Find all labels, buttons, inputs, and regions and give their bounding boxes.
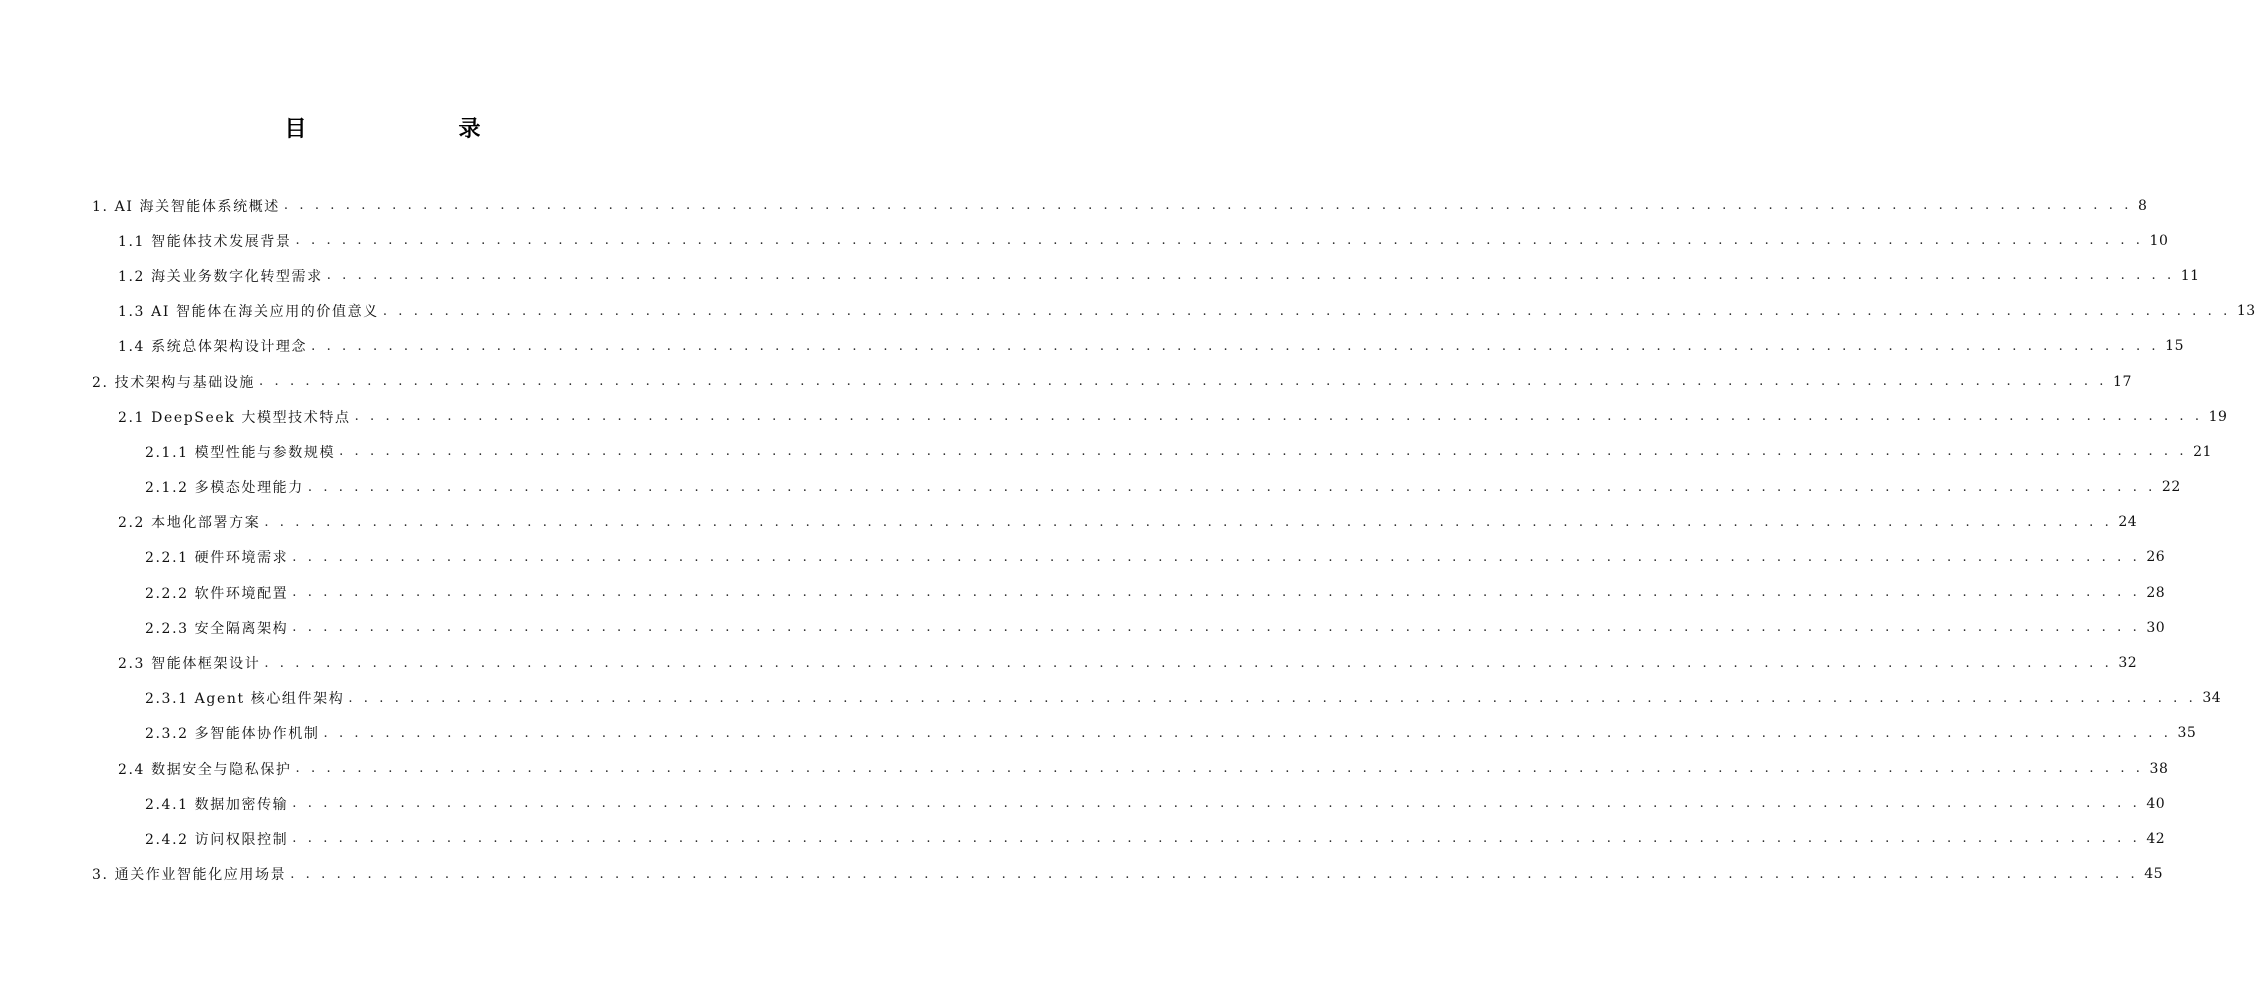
toc-entry-label: 2.2.2 软件环境配置 — [145, 585, 289, 602]
toc-entry-label: 1.4 系统总体架构设计理念 — [118, 339, 308, 356]
toc-entry-page-number: 38 — [2149, 760, 2169, 777]
toc-entry-page-number: 35 — [2177, 725, 2197, 742]
dot-leader: . . . . . . . . . . . . . . . . . . . . . . . . . . . . . . . . . . . . . . . . . . . . . . . . . . . . . . . . . . . . . . . . . . . . . . . . . . . . . . . . . . . . . . . . . . . . . . . . . . . . . . . . . . . . . . . . . . . . . . . . — [354, 409, 2203, 425]
toc-entry[interactable] — [0, 470, 2181, 505]
toc-entry-page-number: 28 — [2146, 584, 2166, 601]
dot-leader: . . . . . . . . . . . . . . . . . . . . . . . . . . . . . . . . . . . . . . . . . . . . . . . . . . . . . . . . . . . . . . . . . . . . . . . . . . . . . . . . . . . . . . . . . . . . . . . . . . . . . . . . . . . . . . . . . . . . . . . . — [290, 866, 2139, 882]
toc-entry-page-number: 34 — [2202, 690, 2222, 707]
toc-entry-label: 2.3.2 多智能体协作机制 — [145, 726, 320, 743]
table-of-contents — [0, 188, 2256, 892]
toc-entry-label: 1.2 海关业务数字化转型需求 — [118, 268, 323, 285]
dot-leader: . . . . . . . . . . . . . . . . . . . . . . . . . . . . . . . . . . . . . . . . . . . . . . . . . . . . . . . . . . . . . . . . . . . . . . . . . . . . . . . . . . . . . . . . . . . . . . . . . . . . . . . . . . . . . . . . . . . . . . . . — [264, 514, 2113, 530]
dot-leader: . . . . . . . . . . . . . . . . . . . . . . . . . . . . . . . . . . . . . . . . . . . . . . . . . . . . . . . . . . . . . . . . . . . . . . . . . . . . . . . . . . . . . . . . . . . . . . . . . . . . . . . . . . . . . . . . . . . . . . . . — [339, 444, 2188, 460]
toc-entry-page-number: 22 — [2161, 479, 2181, 496]
toc-entry[interactable] — [0, 857, 2164, 892]
toc-entry-label: 2.1.1 模型性能与参数规模 — [145, 444, 336, 461]
toc-entry-page-number: 45 — [2144, 866, 2164, 883]
toc-entry[interactable] — [0, 329, 2184, 364]
dot-leader: . . . . . . . . . . . . . . . . . . . . . . . . . . . . . . . . . . . . . . . . . . . . . . . . . . . . . . . . . . . . . . . . . . . . . . . . . . . . . . . . . . . . . . . . . . . . . . . . . . . . . . . . . . . . . . . . . . . . . . . . — [292, 831, 2141, 847]
dot-leader: . . . . . . . . . . . . . . . . . . . . . . . . . . . . . . . . . . . . . . . . . . . . . . . . . . . . . . . . . . . . . . . . . . . . . . . . . . . . . . . . . . . . . . . . . . . . . . . . . . . . . . . . . . . . . . . . . . . . . . . . — [382, 303, 2231, 319]
dot-leader: . . . . . . . . . . . . . . . . . . . . . . . . . . . . . . . . . . . . . . . . . . . . . . . . . . . . . . . . . . . . . . . . . . . . . . . . . . . . . . . . . . . . . . . . . . . . . . . . . . . . . . . . . . . . . . . . . . . . . . . . — [307, 479, 2156, 495]
dot-leader: . . . . . . . . . . . . . . . . . . . . . . . . . . . . . . . . . . . . . . . . . . . . . . . . . . . . . . . . . . . . . . . . . . . . . . . . . . . . . . . . . . . . . . . . . . . . . . . . . . . . . . . . . . . . . . . . . . . . . . . . — [292, 796, 2141, 812]
toc-entry[interactable] — [0, 716, 2197, 751]
toc-title: 目 录 — [284, 117, 517, 142]
toc-entry-label: 2. 技术架构与基础设施 — [92, 374, 256, 391]
toc-entry-label: 2.2.1 硬件环境需求 — [145, 550, 289, 567]
dot-leader: . . . . . . . . . . . . . . . . . . . . . . . . . . . . . . . . . . . . . . . . . . . . . . . . . . . . . . . . . . . . . . . . . . . . . . . . . . . . . . . . . . . . . . . . . . . . . . . . . . . . . . . . . . . . . . . . . . . . . . . . — [295, 761, 2144, 777]
toc-entry[interactable] — [0, 575, 2166, 610]
toc-entry-label: 3. 通关作业智能化应用场景 — [92, 867, 287, 884]
toc-entry-page-number: 40 — [2146, 795, 2166, 812]
toc-entry-page-number: 10 — [2149, 232, 2169, 249]
dot-leader: . . . . . . . . . . . . . . . . . . . . . . . . . . . . . . . . . . . . . . . . . . . . . . . . . . . . . . . . . . . . . . . . . . . . . . . . . . . . . . . . . . . . . . . . . . . . . . . . . . . . . . . . . . . . . . . . . . . . . . . . — [311, 338, 2160, 354]
dot-leader: . . . . . . . . . . . . . . . . . . . . . . . . . . . . . . . . . . . . . . . . . . . . . . . . . . . . . . . . . . . . . . . . . . . . . . . . . . . . . . . . . . . . . . . . . . . . . . . . . . . . . . . . . . . . . . . . . . . . . . . . — [292, 585, 2141, 601]
toc-entry-label: 2.1.2 多模态处理能力 — [145, 480, 304, 497]
toc-entry-label: 1.1 智能体技术发展背景 — [118, 233, 292, 250]
dot-leader: . . . . . . . . . . . . . . . . . . . . . . . . . . . . . . . . . . . . . . . . . . . . . . . . . . . . . . . . . . . . . . . . . . . . . . . . . . . . . . . . . . . . . . . . . . . . . . . . . . . . . . . . . . . . . . . . . . . . . . . . — [326, 268, 2175, 284]
dot-leader: . . . . . . . . . . . . . . . . . . . . . . . . . . . . . . . . . . . . . . . . . . . . . . . . . . . . . . . . . . . . . . . . . . . . . . . . . . . . . . . . . . . . . . . . . . . . . . . . . . . . . . . . . . . . . . . . . . . . . . . . — [348, 690, 2197, 706]
toc-entry[interactable] — [0, 505, 2138, 540]
toc-entry-label: 2.3 智能体框架设计 — [118, 656, 261, 673]
toc-entry-label: 2.1 DeepSeek 大模型技术特点 — [118, 409, 351, 426]
toc-entry-page-number: 21 — [2193, 443, 2212, 460]
toc-entry[interactable] — [0, 258, 2200, 293]
toc-entry[interactable] — [0, 294, 2256, 329]
dot-leader: . . . . . . . . . . . . . . . . . . . . . . . . . . . . . . . . . . . . . . . . . . . . . . . . . . . . . . . . . . . . . . . . . . . . . . . . . . . . . . . . . . . . . . . . . . . . . . . . . . . . . . . . . . . . . . . . . . . . . . . . — [292, 549, 2141, 565]
toc-entry[interactable] — [0, 434, 2212, 469]
toc-entry-label: 2.4.2 访问权限控制 — [145, 831, 289, 848]
toc-entry[interactable] — [0, 540, 2166, 575]
toc-entry[interactable] — [0, 786, 2166, 821]
toc-entry-page-number: 42 — [2146, 830, 2166, 847]
dot-leader: . . . . . . . . . . . . . . . . . . . . . . . . . . . . . . . . . . . . . . . . . . . . . . . . . . . . . . . . . . . . . . . . . . . . . . . . . . . . . . . . . . . . . . . . . . . . . . . . . . . . . . . . . . . . . . . . . . . . . . . . — [283, 198, 2132, 214]
toc-entry[interactable] — [0, 223, 2169, 258]
toc-entry-page-number: 17 — [2113, 373, 2132, 390]
toc-entry-page-number: 8 — [2137, 197, 2148, 214]
toc-entry[interactable] — [0, 399, 2228, 434]
toc-entry-label: 1. AI 海关智能体系统概述 — [92, 198, 280, 215]
dot-leader: . . . . . . . . . . . . . . . . . . . . . . . . . . . . . . . . . . . . . . . . . . . . . . . . . . . . . . . . . . . . . . . . . . . . . . . . . . . . . . . . . . . . . . . . . . . . . . . . . . . . . . . . . . . . . . . . . . . . . . . . — [292, 620, 2141, 636]
dot-leader: . . . . . . . . . . . . . . . . . . . . . . . . . . . . . . . . . . . . . . . . . . . . . . . . . . . . . . . . . . . . . . . . . . . . . . . . . . . . . . . . . . . . . . . . . . . . . . . . . . . . . . . . . . . . . . . . . . . . . . . . — [295, 233, 2144, 249]
toc-entry[interactable] — [0, 610, 2166, 645]
toc-entry-label: 2.4.1 数据加密传输 — [145, 796, 289, 813]
toc-entry-page-number: 11 — [2180, 267, 2200, 284]
toc-entry[interactable] — [0, 645, 2138, 680]
toc-entry[interactable] — [0, 364, 2132, 399]
toc-entry-page-number: 19 — [2208, 408, 2228, 425]
toc-entry-label: 2.2.3 安全隔离架构 — [145, 620, 289, 637]
toc-entry-page-number: 32 — [2118, 655, 2138, 672]
toc-entry[interactable] — [0, 821, 2166, 856]
toc-entry[interactable] — [0, 188, 2148, 223]
dot-leader: . . . . . . . . . . . . . . . . . . . . . . . . . . . . . . . . . . . . . . . . . . . . . . . . . . . . . . . . . . . . . . . . . . . . . . . . . . . . . . . . . . . . . . . . . . . . . . . . . . . . . . . . . . . . . . . . . . . . . . . . — [259, 374, 2108, 390]
toc-entry-page-number: 30 — [2146, 619, 2166, 636]
toc-entry-page-number: 15 — [2165, 338, 2184, 355]
toc-entry-label: 1.3 AI 智能体在海关应用的价值意义 — [118, 304, 379, 321]
toc-entry-label: 2.4 数据安全与隐私保护 — [118, 761, 292, 778]
toc-entry-page-number: 26 — [2146, 549, 2166, 566]
toc-entry-page-number: 24 — [2118, 514, 2138, 531]
toc-entry-label: 2.2 本地化部署方案 — [118, 515, 261, 532]
toc-entry-label: 2.3.1 Agent 核心组件架构 — [145, 691, 345, 708]
toc-entry[interactable] — [0, 681, 2222, 716]
dot-leader: . . . . . . . . . . . . . . . . . . . . . . . . . . . . . . . . . . . . . . . . . . . . . . . . . . . . . . . . . . . . . . . . . . . . . . . . . . . . . . . . . . . . . . . . . . . . . . . . . . . . . . . . . . . . . . . . . . . . . . . . — [264, 655, 2113, 671]
toc-entry[interactable] — [0, 751, 2169, 786]
dot-leader: . . . . . . . . . . . . . . . . . . . . . . . . . . . . . . . . . . . . . . . . . . . . . . . . . . . . . . . . . . . . . . . . . . . . . . . . . . . . . . . . . . . . . . . . . . . . . . . . . . . . . . . . . . . . . . . . . . . . . . . . — [323, 725, 2172, 741]
toc-entry-page-number: 13 — [2236, 303, 2256, 320]
